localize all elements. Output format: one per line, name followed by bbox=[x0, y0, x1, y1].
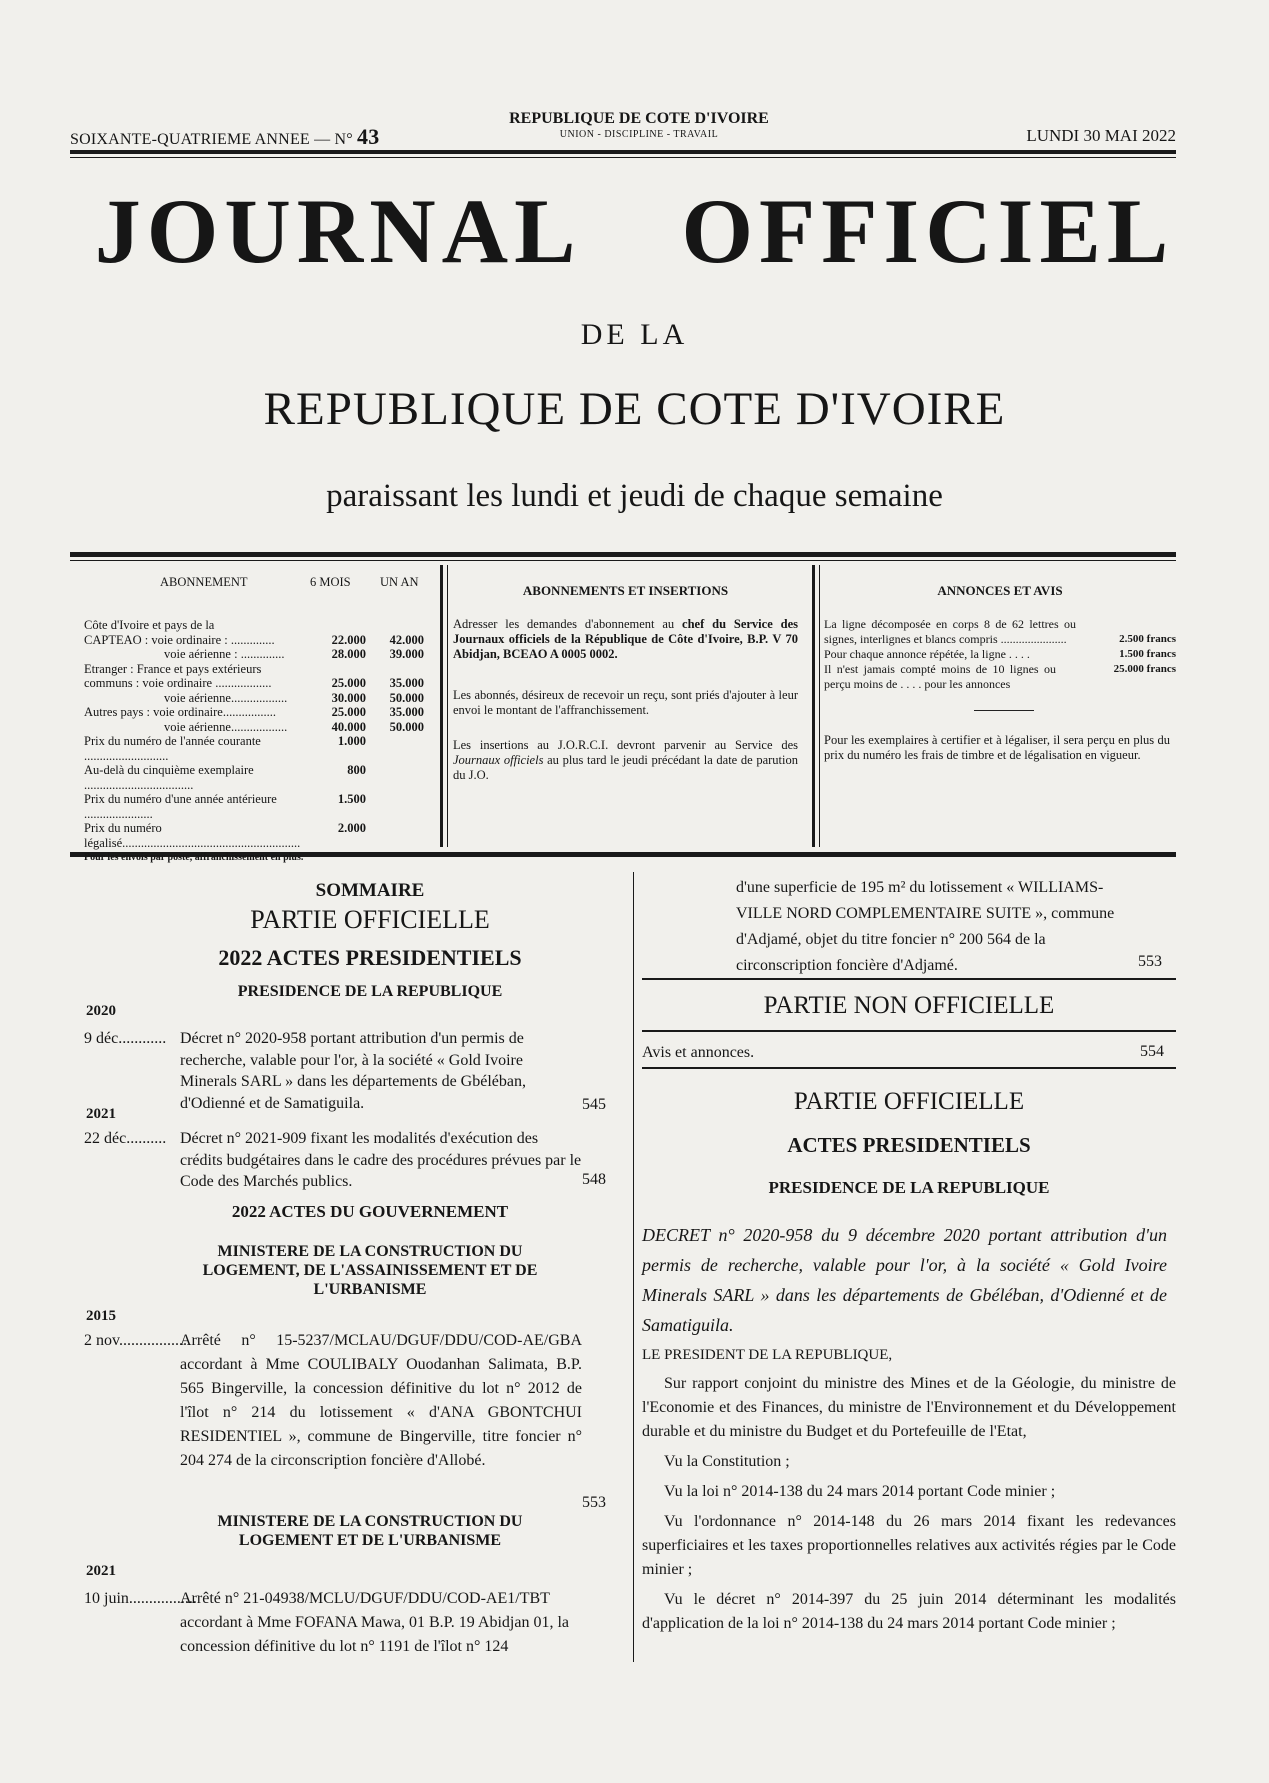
abonnement-row: Au-delà du cinquième exemplaire ................................... 800 bbox=[84, 763, 366, 792]
col-un-an: UN AN bbox=[380, 575, 419, 589]
abonnement-row: CAPTEAO : voie ordinaire : .............. 22.000 42.000 bbox=[84, 632, 424, 647]
box-top-rule-thin bbox=[70, 560, 1176, 561]
annonces-tarifs: La ligne décomposée en corps 8 de 62 lettres ou signes, interlignes et blancs compris ...................... 2.500 francs Pour chaque annonce répétée, la ligne . . . . 1.500 francs Il n'est jamais compté moins de 10 lignes ou perçu moins de . . . . pour les annonces 25.000 francs bbox=[824, 617, 1176, 691]
annonces-note: Pour les exemplaires à certifier et à légaliser, il sera perçu en plus du prix du numéro les frais de timbre et de légalisation en vigueur. bbox=[824, 733, 1170, 762]
rule bbox=[642, 1067, 1176, 1069]
box-divider-2b bbox=[819, 565, 820, 847]
abonnement-row: voie aérienne.................. 30.000 50.000 bbox=[164, 690, 424, 705]
republic-name: REPUBLIQUE DE COTE D'IVOIRE bbox=[509, 110, 769, 127]
abonnement-row: Etranger : France et pays extérieurs bbox=[84, 661, 262, 676]
abonnement-row: communs : voie ordinaire .................. 25.000 35.000 bbox=[84, 676, 424, 690]
presidence-republique: PRESIDENCE DE LA REPUBLIQUE bbox=[768, 1178, 1050, 1197]
annonces-head: ANNONCES ET AVIS bbox=[937, 583, 1063, 598]
journal-title bbox=[0, 180, 1269, 282]
sommaire-presidence: PRESIDENCE DE LA REPUBLIQUE bbox=[237, 983, 503, 1000]
partie-non-officielle: PARTIE NON OFFICIELLE bbox=[763, 992, 1055, 1019]
partie-officielle: PARTIE OFFICIELLE bbox=[793, 1088, 1025, 1115]
sommaire-actes-gouv: 2022 ACTES DU GOUVERNEMENT bbox=[231, 1202, 509, 1221]
sommaire-actes-pres: 2022 ACTES PRESIDENTIELS bbox=[218, 945, 522, 970]
sommaire-entry: 10 juin................. Arrêté n° 21-04938/MCLU/DGUF/DDU/COD-AE1/TBT accordant à Mme FOFANA Mawa, 01 B.P. 19 Abidjan 01, la concession définitive du lot n° 1191 de l'îlot n° 124 bbox=[84, 1590, 569, 1655]
entry-page: 545 bbox=[582, 1096, 606, 1113]
actes-presidentiels: ACTES PRESIDENTIELS bbox=[787, 1133, 1031, 1157]
abonnement-row: Prix du numéro de l'année courante ........................... 1.000 bbox=[84, 734, 366, 763]
rule bbox=[642, 978, 1176, 980]
insertions-column bbox=[453, 575, 798, 845]
rule bbox=[642, 1030, 1176, 1032]
entry-page: 553 bbox=[1138, 953, 1162, 970]
abonnement-table bbox=[84, 575, 424, 863]
decret-paragraph: Vu l'ordonnance n° 2014-148 du 26 mars 2014 fixant les redevances superficiaires et les taxes proportionnelles relatives aux activités régies par le Code minier ; bbox=[642, 1513, 1176, 1578]
sommaire-entry: 2 nov................. Arrêté n° 15-5237/MCLAU/DGUF/DDU/COD-AE/GBA accordant à Mme COULIBALY Ouodanhan Salimata, B.P. 565 Bingerville, la concession définitive du lot n° 2012 de l'îlot n° 214 du lotissement « d'ANA GBONTCHUI RESIDENTIEL », commune de Bingerville, titre foncier n° 204 274 de la circonscription foncière d'Allobé. bbox=[84, 1332, 582, 1469]
col-6-mois: 6 MOIS bbox=[310, 575, 351, 589]
sommaire-partie: PARTIE OFFICIELLE bbox=[250, 905, 490, 934]
annonces-column bbox=[824, 575, 1176, 845]
column-divider bbox=[633, 872, 634, 1662]
de-la: DE LA bbox=[580, 318, 689, 351]
decret-paragraph: Vu le décret n° 2014-397 du 25 juin 2014 déterminant les modalités d'application de la loi n° 2014-138 du 24 mars 2014 portant Code minier ; bbox=[642, 1591, 1176, 1632]
insertions-p3: Les insertions au J.O.R.C.I. devront parvenir au Service des Journaux officiels au plus tard le jeudi précédant la date de parution du J.O. bbox=[453, 738, 798, 782]
annonces-divider bbox=[974, 710, 1034, 711]
issue-date: LUNDI 30 MAI 2022 bbox=[1026, 126, 1176, 145]
abonnement-row: voie aérienne.................. 40.000 50.000 bbox=[164, 719, 424, 734]
issue-number: 43 bbox=[357, 124, 380, 149]
year-2020: 2020 bbox=[86, 1003, 116, 1019]
ministere-heading: MINISTERE DE LA CONSTRUCTION DU LOGEMENT, DE L'ASSAINISSEMENT ET DE L'URBANISME bbox=[202, 1243, 538, 1298]
decret-title: DECRET n° 2020-958 du 9 décembre 2020 portant attribution d'un permis de recherche, valable pour l'or, à la société « Gold Ivoire Minerals SARL » dans les départements de Gbéléban, d'Odienné et de Samatiguila. bbox=[642, 1225, 1167, 1335]
national-motto: UNION - DISCIPLINE - TRAVAIL bbox=[559, 129, 719, 140]
abonnement-footnote: Pour les envois par poste, affranchissement en plus. bbox=[84, 852, 304, 863]
title-right: OFFICIEL bbox=[681, 180, 1175, 282]
sommaire-continuation: d'une superficie de 195 m² du lotissement « WILLIAMS-VILLE NORD COMPLEMENTAIRE SUITE », commune d'Adjamé, objet du titre foncier n° 200 564 de la circonscription foncière d'Adjamé. bbox=[736, 879, 1115, 974]
insertions-p2: Les abonnés, désireux de recevoir un reçu, sont priés d'ajouter à leur envoi le montant de l'affranchissement. bbox=[453, 688, 798, 717]
year-2021: 2021 bbox=[86, 1106, 116, 1122]
box-top-rule bbox=[70, 552, 1176, 557]
insertions-head: ABONNEMENTS ET INSERTIONS bbox=[522, 583, 729, 598]
box-divider-2 bbox=[812, 565, 815, 847]
abonnement-row: voie aérienne : .............. 28.000 39.000 bbox=[164, 647, 424, 661]
insertions-p1: Adresser les demandes d'abonnement au chef du Service des Journaux officiels de la République de Côte d'Ivoire, B.P. V 70 Abidjan, BCEAO A 0005 0002. bbox=[453, 617, 798, 661]
abonnement-head: ABONNEMENT bbox=[160, 575, 248, 589]
abonnement-row: Prix du numéro légalisé......................................................... 2.000 bbox=[84, 821, 366, 850]
decret-body bbox=[642, 1372, 1176, 1636]
president-line: LE PRESIDENT DE LA REPUBLIQUE, bbox=[642, 1347, 893, 1363]
year-2015: 2015 bbox=[86, 1308, 116, 1324]
decret-paragraph: Sur rapport conjoint du ministre des Mines et de la Géologie, du ministre de l'Economie et des Finances, du ministre de l'Environnement et du Développement durable et du ministre du Budget et du Portefeuille de l'Etat, bbox=[642, 1375, 1176, 1440]
abonnement-row: Prix du numéro d'une année antérieure ...................... 1.500 bbox=[84, 792, 366, 821]
abonnement-row: Côte d'Ivoire et pays de la bbox=[84, 618, 215, 632]
decret-paragraph: Vu la Constitution ; bbox=[664, 1453, 790, 1470]
abonnement-row: Autres pays : voie ordinaire................. 25.000 35.000 bbox=[84, 705, 424, 719]
sommaire-entry: 9 déc............ Décret n° 2020-958 portant attribution d'un permis de recherche, valable pour l'or, à la société « Gold Ivoire Minerals SARL » dans les départements de Gbéléban, d'Odienné et de Samatiguila. bbox=[84, 1030, 526, 1112]
year-label: SOIXANTE-QUATRIEME ANNEE — N° bbox=[70, 131, 353, 148]
decret-paragraph: Vu la loi n° 2014-138 du 24 mars 2014 portant Code minier ; bbox=[664, 1483, 1056, 1500]
header-rule-thin bbox=[70, 157, 1176, 158]
avis-annonces: Avis et annonces. bbox=[642, 1044, 755, 1061]
ministere-heading: MINISTERE DE LA CONSTRUCTION DU LOGEMENT ET DE L'URBANISME bbox=[217, 1513, 523, 1549]
entry-page: 553 bbox=[582, 1494, 606, 1511]
box-divider-1b bbox=[447, 565, 448, 847]
republic-header bbox=[484, 110, 794, 140]
sommaire-title: SOMMAIRE bbox=[315, 880, 425, 901]
title-left: JOURNAL bbox=[94, 180, 582, 282]
entry-page: 548 bbox=[582, 1171, 606, 1188]
year-2021: 2021 bbox=[86, 1563, 116, 1579]
issue-line bbox=[70, 124, 379, 150]
header-rule bbox=[70, 150, 1176, 154]
sommaire-entry: 22 déc.......... Décret n° 2021-909 fixant les modalités d'exécution des crédits budgétaires dans le cadre des procédures prévues par le Code des Marchés publics. bbox=[84, 1130, 582, 1190]
entry-page: 554 bbox=[1140, 1043, 1164, 1060]
masthead-republic: REPUBLIQUE DE COTE D'IVOIRE bbox=[263, 383, 1006, 435]
publication-tagline: paraissant les lundi et jeudi de chaque semaine bbox=[326, 478, 943, 514]
box-divider-1 bbox=[440, 565, 443, 847]
